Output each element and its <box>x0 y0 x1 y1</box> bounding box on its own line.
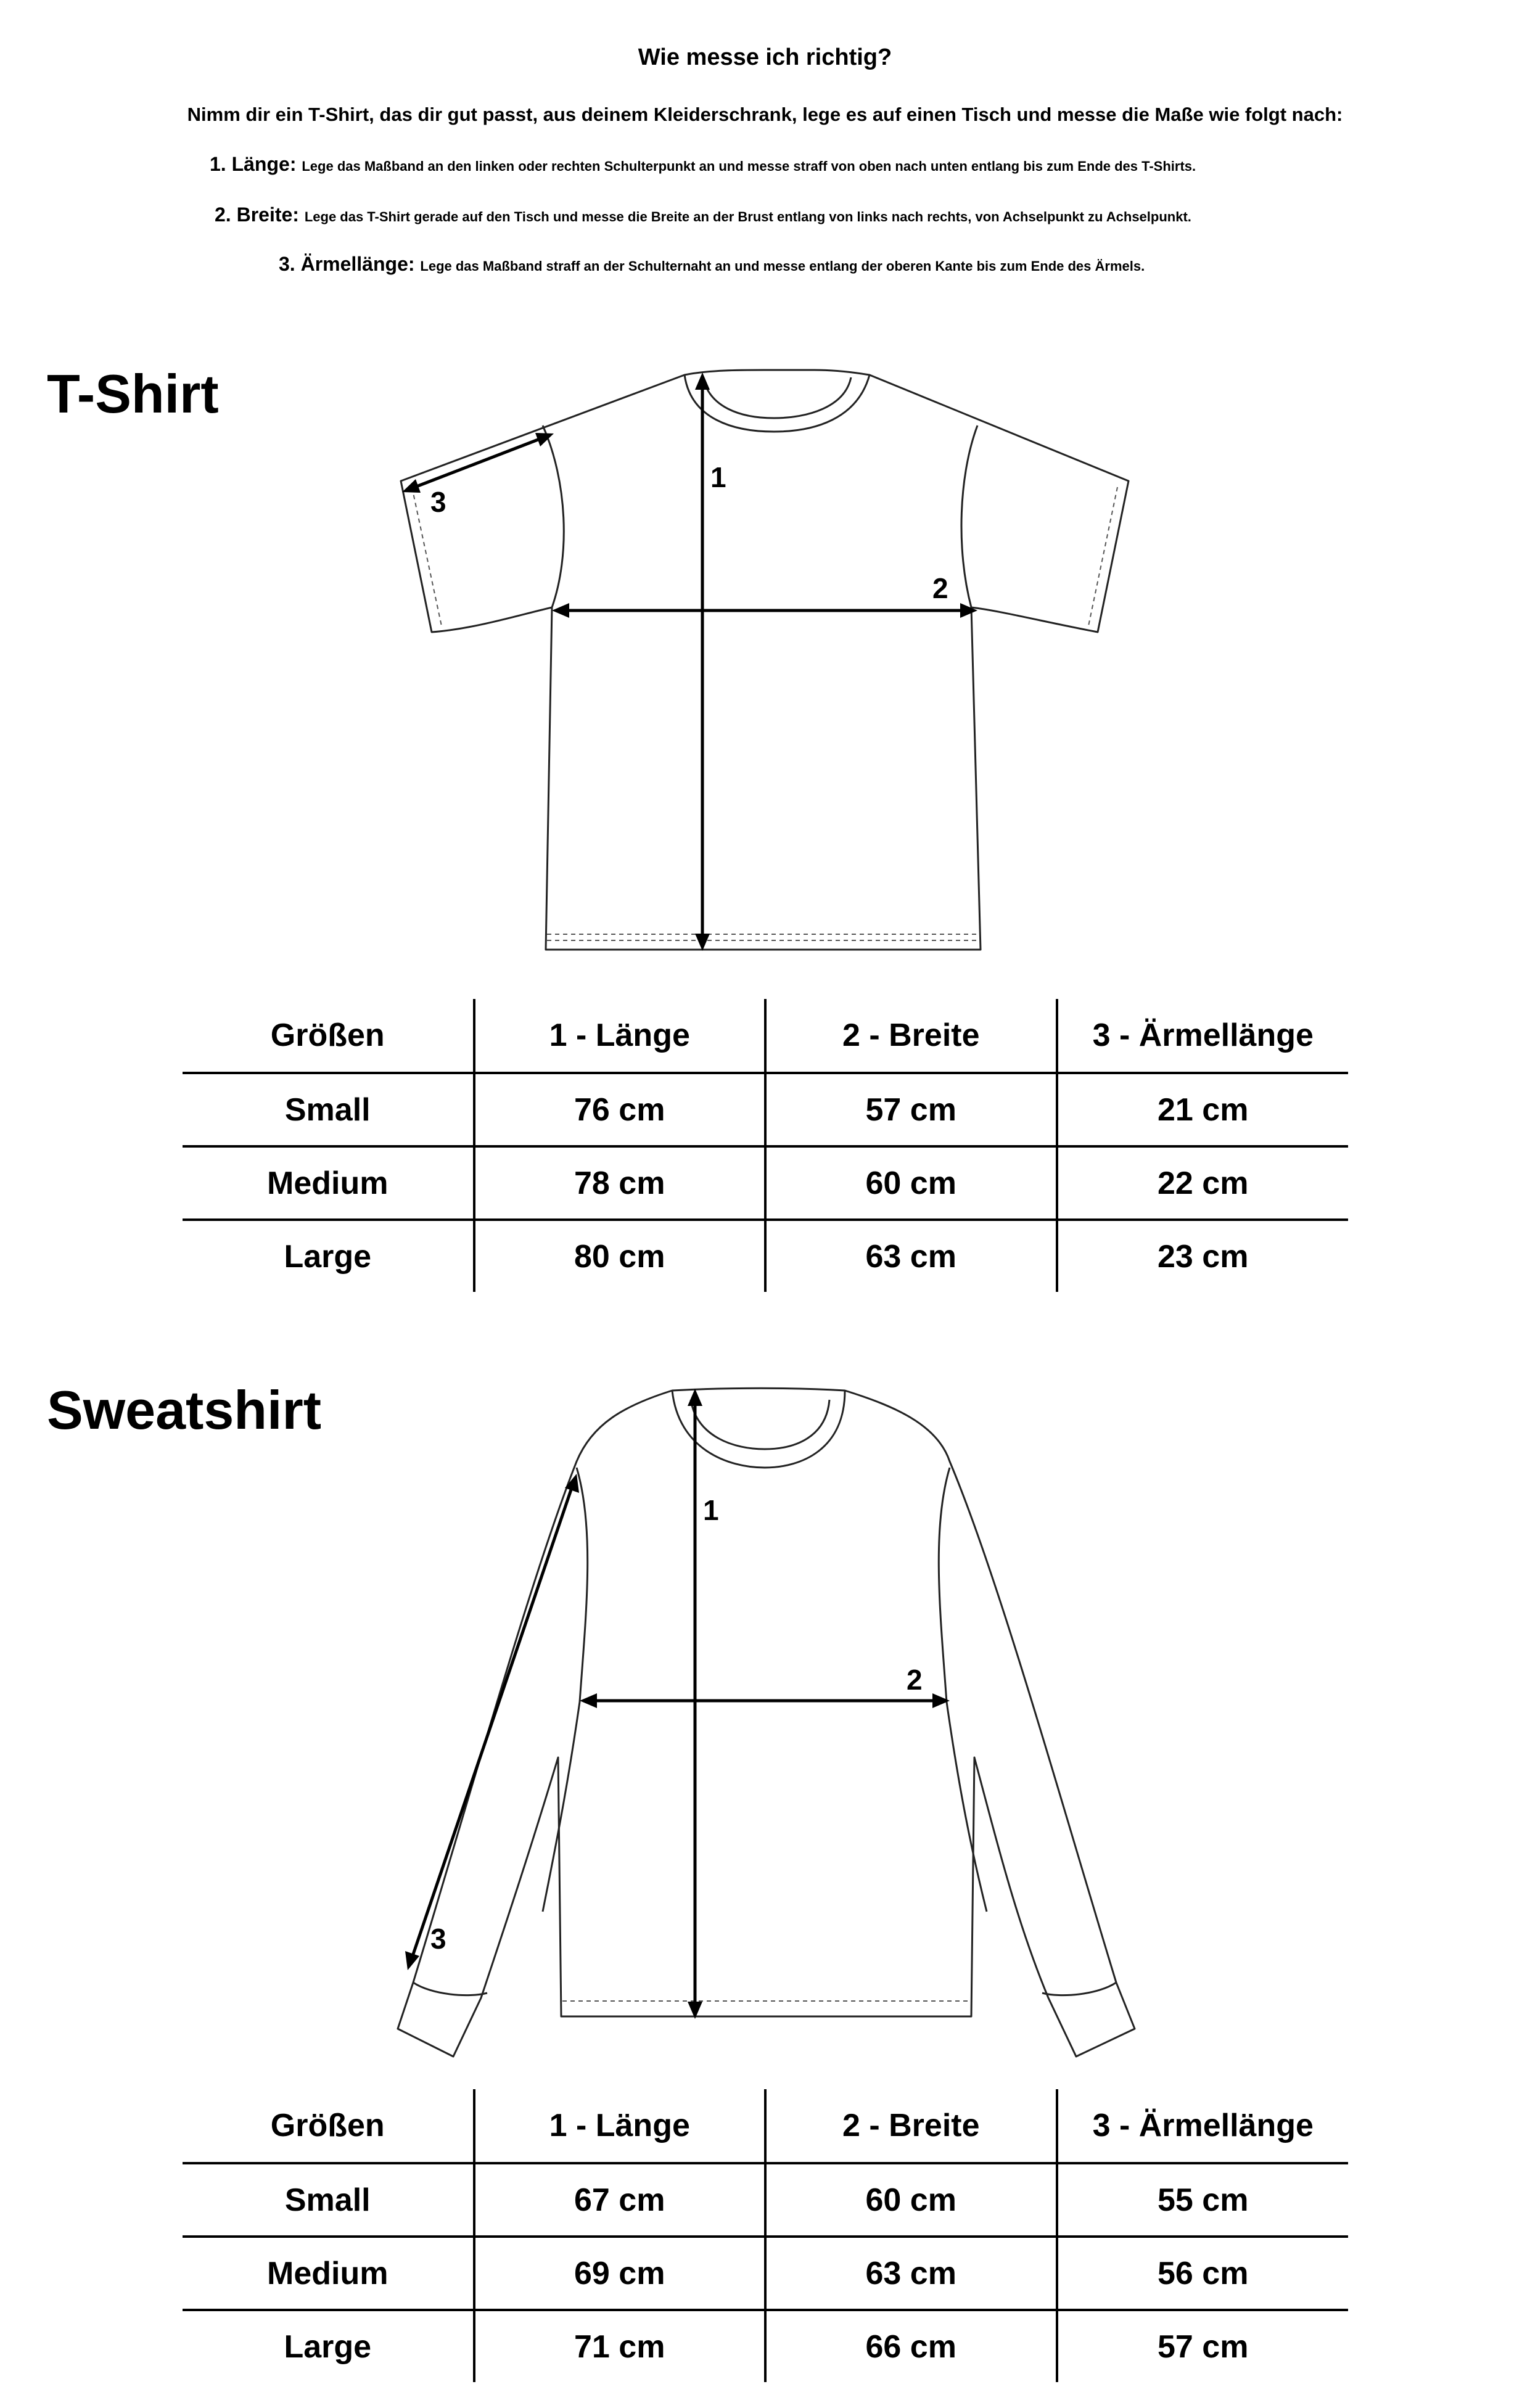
table-header-size: Größen <box>270 1017 385 1053</box>
table-cell-length: 69 cm <box>474 2237 766 2310</box>
table-header-sleeve: 3 - Ärmellänge <box>1057 2089 1349 2163</box>
table-row <box>183 2310 1348 2382</box>
tshirt-outline <box>401 370 1129 950</box>
sweatshirt-diagram <box>0 1357 1530 2066</box>
table-cell-size: Medium <box>183 1146 474 1220</box>
step-length-label: 1. Länge: <box>210 153 297 175</box>
table-cell-width: 57 cm <box>765 1073 1057 1146</box>
arrowhead-icon <box>402 479 421 493</box>
tshirt-sleeve-arrow <box>413 438 543 488</box>
table-cell-width: 60 cm <box>765 1146 1057 1220</box>
table-cell-size: Small <box>183 1073 474 1146</box>
step-width-text: Lege das T-Shirt gerade auf den Tisch und messe die Breite an der Brust entlang von links nach rechts, von Achselpunkt zu Achselpunkt. <box>304 209 1191 224</box>
tshirt-left-armhole <box>543 425 564 607</box>
sweatshirt-collar-inner <box>691 1400 829 1449</box>
table-header-width: 2 - Breite <box>765 2089 1057 2163</box>
table-cell-length: 76 cm <box>474 1073 766 1146</box>
arrowhead-icon <box>552 603 569 618</box>
table-row <box>183 1220 1348 1292</box>
table-cell-size: Large <box>183 1220 474 1292</box>
sweatshirt-left-cuff <box>413 1983 487 1995</box>
tshirt-width-marker: 2 <box>932 572 948 604</box>
step-width-label: 2. Breite: <box>215 203 299 226</box>
table-row <box>183 1073 1348 1146</box>
tshirt-diagram <box>0 0 1530 987</box>
page-title: Wie messe ich richtig? <box>638 44 892 70</box>
table-cell-size: Medium <box>183 2237 474 2310</box>
sweatshirt-size-table <box>183 2089 1348 2382</box>
table-cell-sleeve: 57 cm <box>1057 2310 1349 2382</box>
sweatshirt-length-marker: 1 <box>703 1494 719 1526</box>
sweatshirt-right-armhole <box>939 1468 987 1912</box>
table-header-size: Größen <box>270 2108 385 2143</box>
table-cell-sleeve: 21 cm <box>1057 1073 1349 1146</box>
table-header-width: 2 - Breite <box>765 999 1057 1073</box>
table-cell-length: 78 cm <box>474 1146 766 1220</box>
arrowhead-icon <box>565 1474 579 1493</box>
sweatshirt-title: Sweatshirt <box>47 1379 322 1440</box>
table-header-length: 1 - Länge <box>474 2089 766 2163</box>
intro-text: Nimm dir ein T-Shirt, das dir gut passt, aus deinem Kleiderschrank, lege es auf einen Tisch und messe die Maße wie folgt nach: <box>187 104 1343 125</box>
table-cell-size: Small <box>183 2163 474 2237</box>
tshirt-size-table <box>183 999 1348 1292</box>
arrowhead-icon <box>960 603 977 618</box>
table-header-row <box>183 2089 1348 2163</box>
arrowhead-icon <box>580 1693 597 1708</box>
table-cell-width: 63 cm <box>765 2237 1057 2310</box>
table-cell-length: 67 cm <box>474 2163 766 2237</box>
arrowhead-icon <box>688 1389 702 1406</box>
arrowhead-icon <box>695 372 710 390</box>
table-cell-size: Large <box>183 2310 474 2382</box>
step-length-text: Lege das Maßband an den linken oder rechten Schulterpunkt an und messe straff von oben nach unten entlang bis zum Ende des T-Shirts. <box>302 158 1196 174</box>
table-header-row <box>183 999 1348 1073</box>
table-cell-sleeve: 22 cm <box>1057 1146 1349 1220</box>
step-sleeve-text: Lege das Maßband straff an der Schulternaht an und messe entlang der oberen Kante bis zum Ende des Ärmels. <box>420 258 1145 274</box>
table-cell-length: 71 cm <box>474 2310 766 2382</box>
arrowhead-icon <box>695 934 710 951</box>
tshirt-collar <box>685 375 870 432</box>
sweatshirt-sleeve-marker: 3 <box>430 1923 446 1955</box>
table-cell-width: 66 cm <box>765 2310 1057 2382</box>
table-cell-sleeve: 55 cm <box>1057 2163 1349 2237</box>
tshirt-length-marker: 1 <box>710 461 726 493</box>
table-header-length: 1 - Länge <box>474 999 766 1073</box>
tshirt-sleeve-marker: 3 <box>430 486 446 518</box>
tshirt-collar-inner <box>703 377 851 418</box>
table-cell-width: 63 cm <box>765 1220 1057 1292</box>
table-row <box>183 2237 1348 2310</box>
sweatshirt-right-cuff <box>1042 1983 1116 1995</box>
table-row <box>183 1146 1348 1220</box>
sweatshirt-width-marker: 2 <box>907 1664 923 1696</box>
sweatshirt-outline <box>398 1388 1135 2057</box>
table-cell-sleeve: 23 cm <box>1057 1220 1349 1292</box>
table-cell-width: 60 cm <box>765 2163 1057 2237</box>
table-header-sleeve: 3 - Ärmellänge <box>1057 999 1349 1073</box>
table-row <box>183 2163 1348 2237</box>
tshirt-right-armhole <box>961 425 977 607</box>
table-cell-length: 80 cm <box>474 1220 766 1292</box>
step-sleeve-label: 3. Ärmellänge: <box>279 253 415 275</box>
table-cell-sleeve: 56 cm <box>1057 2237 1349 2310</box>
tshirt-title: T-Shirt <box>47 363 219 424</box>
